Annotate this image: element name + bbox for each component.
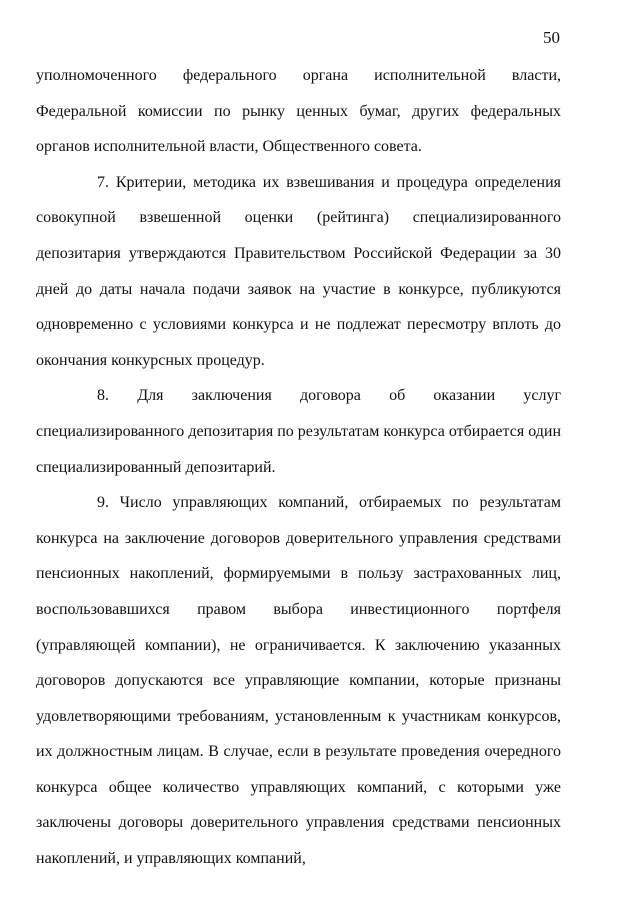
- paragraph-continuation: уполномоченного федерального органа исполнительной власти, Федеральной комиссии по рынку ценных бумаг, других федеральных органов исполнительной власти, Общественного совета.: [36, 67, 561, 156]
- document-body: [36, 58, 561, 877]
- page-number: 50: [543, 28, 560, 47]
- paragraph-item-7: 7. Критерии, методика их взвешивания и процедура определения совокупной взвешенной оценки (рейтинга) специализированного депозитария утверждаются Правительством Российской Федерации за 30 дней до даты начала подачи заявок на участие в конкурсе, публикуются одновременно с условиями конкурса и не подлежат пересмотру вплоть до окончания конкурсных процедур.: [36, 173, 561, 369]
- paragraph-item-8: 8. Для заключения договора об оказании услуг специализированного депозитария по результатам конкурса отбирается один специализированный депозитарий.: [36, 387, 561, 476]
- paragraph-item-9: 9. Число управляющих компаний, отбираемых по результатам конкурса на заключение договоров доверительного управления средствами пенсионных накоплений, формируемыми в пользу застрахованных лиц, воспользовавшихся правом выбора инвестиционного портфеля (управляющей компании), не ограничивается. К заключению указанных договоров допускаются все управляющие компании, которые признаны удовлетворяющими требованиям, установленным к участникам конкурсов, их должностным лицам. В случае, если в результате проведения очередного конкурса общее количество управляющих компаний, с которыми уже заключены договоры доверительного управления средствами пенсионных накоплений, и управляющих компаний,: [36, 494, 561, 868]
